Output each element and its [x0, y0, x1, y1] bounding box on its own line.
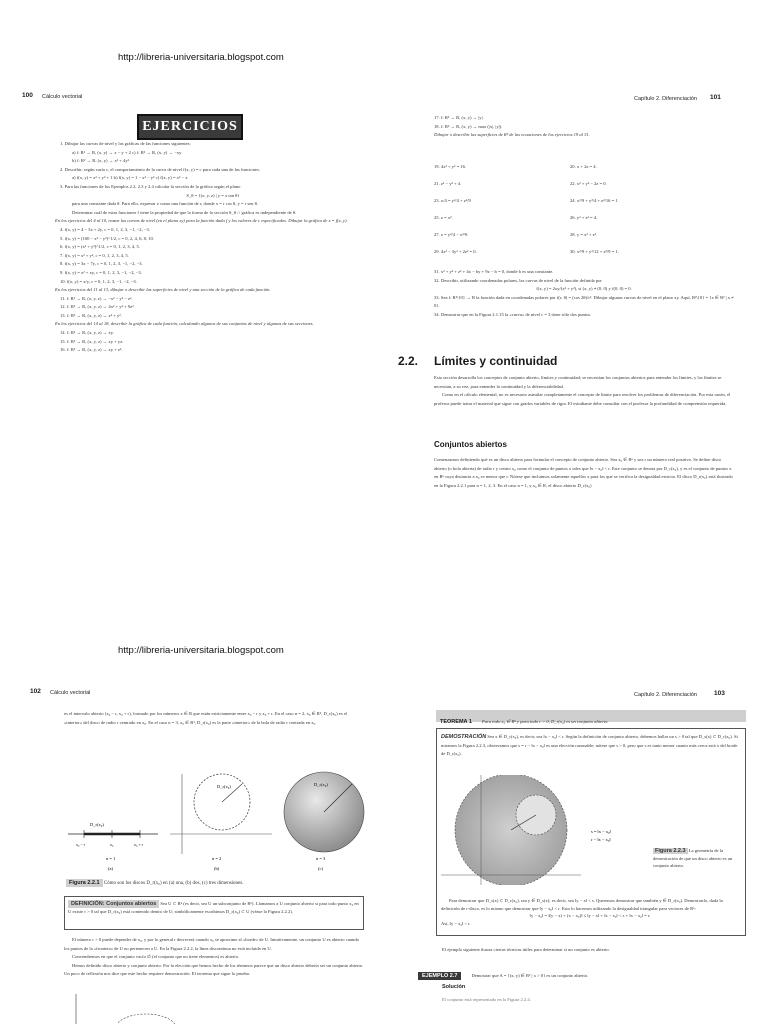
- running-header: Capítulo 2. Diferenciación: [634, 692, 697, 698]
- exercise-list-top: 17. f: R³ → R, (x, y) → |y|. 18. f: R² → R, (x, y) → max (|x|, |y|). Dibujar o describir las superficies de R³ de las ecuaciones de los ejercicios 19 al 31.: [434, 115, 590, 138]
- subsection-title: Conjuntos abiertos: [434, 440, 507, 449]
- svg-text:x₀ − r: x₀ − r: [76, 842, 85, 847]
- page-number: 100: [22, 92, 33, 99]
- intro-text: es el intervalo abierto (x₀ − r, x₀ + r), formado por los números x ∈ R que están estrictamente entre x₀ − r y x₀ + r. En el caso n = 2, x₀ ∈ R², D_r(x₀) es el «interior» del disco de radio r centrado en x₀. En el caso n = 3, x₀ ∈ R³, D_r(x₀) es la parte «interior» de la bola de radio r centrada en x₀.: [64, 711, 348, 725]
- body-text: El número r > 0 puede depender de x₀, y por lo general r decrecerá cuando x₀ se aproxime al «borde» de U. Intuitivamente, un conjunto U es abierto cuando los puntos de la «frontera» de U no pertenecen a U. En la Figura 2.2.2, la línea discontinua no está incluida en U. Convendremos en que el conjunto vacío ∅ (el conjunto que no tiene elementos) es abierto. Hemos definido disco abierto y conjunto abierto. Por la elección que hemos hecho de los términos parece que un disco abierto debería ser un conjunto abierto. Un poco de reflexión nos dice que este hecho requiere demostración. El teorema que sigue lo prueba.: [64, 937, 364, 977]
- figure-caption: Figura 2.2.1 Cómo son los discos D_r(x₀) en (a) una, (b) dos, (c) tres dimensiones.: [66, 880, 366, 886]
- section-number: 2.2.: [398, 354, 419, 368]
- label-ball-3d: D_r(x₀): [314, 782, 328, 787]
- section-text: Esta sección desarrolla los conceptos de conjunto abierto, límites y continuidad; se necesitan los conjuntos abiertos para entender los límites, y los límites se necesitan, a su vez, para entender la continuidad y la diferenciabilidad. Como en el cálculo elemental, no es necesario asimilar completamente el concepto de límite para resolver los problemas de diferenciación. Por esta razón, el profesor puede tratar el material que sigue con grados variables de rigor. El estudiante debe consultar con el profesor la profundidad de comprensión requerida.: [434, 375, 731, 406]
- exercises-banner: EJERCICIOS: [137, 114, 243, 140]
- url-mid[interactable]: http://libreria-universitaria.blogspot.com: [118, 645, 284, 656]
- svg-text:s = ‖x − x₀‖: s = ‖x − x₀‖: [591, 829, 611, 834]
- example-label: EJEMPLO 2.7: [418, 972, 461, 980]
- figure-caption: Figura 2.2.3 La geometría de la demostración de que un disco abierto es un conjunto abierto.: [653, 848, 733, 868]
- svg-text:x₀: x₀: [110, 842, 114, 847]
- running-header: Cálculo vectorial: [50, 690, 91, 696]
- svg-text:(c): (c): [318, 866, 323, 871]
- page-number: 101: [710, 94, 721, 101]
- exercise-col-a: 19. 4x² + y² = 16. 21. z² − y² + 4. 23. x/4 = y²/4 + z²/9 25. z = x². 27. z = y²/4 − x²/9. 29. 4x² − 3y² + 2z² = 0.: [434, 164, 477, 254]
- page-100: [0, 88, 384, 518]
- solution-text: El conjunto está representado en la Figura 2.2.4.: [442, 997, 531, 1002]
- svg-text:(a): (a): [108, 866, 113, 871]
- subsection-text: Comenzamos definiendo qué es un disco abierto para formular el concepto de conjunto abierto. Sea x₀ ∈ Rⁿ y sea r un número real positivo. Se define disco abierto (o bola abierta) de radio r y centro x₀ como el conjunto de puntos x tales que ‖x − x₀‖ < r. Este conjunto se denota por D_r(x₀), y es el conjunto de puntos x en Rⁿ cuya distancia a x₀ es menor que r. Nótese que incluimos solamente aquellos x para los que se verifica la desigualdad estricta. El disco D_r(x₀) está ilustrado en la Figura 2.2.1 para n = 1, 2, 3. En el caso n = 1, y x₀ ∈ R, el disco abierto D_r(x₀): [434, 457, 733, 488]
- svg-text:n = 3: n = 3: [316, 856, 326, 861]
- proof-body: Para demostrar que D_s(x) ⊂ D_r(x₀), sea y ∈ D_s(x); es decir, sea ‖y − x‖ < s. Queremos demostrar que también y ∈ D_r(x₀). Demostrarlo, dada la definición de r-disco, es lo mismo que demostrar que ‖y − x₀‖ < r. Esto lo hacemos utilizando la desigualdad triangular para vectores de Rⁿ: ‖y − x₀‖ = ‖(y − x) + (x − x₀)‖ ≤ ‖y − x‖ + ‖x − x₀‖ < s + ‖x − x₀‖ = r. Así, ‖y − x₀‖ < r.: [441, 898, 723, 926]
- svg-text:x₀ + r: x₀ + r: [134, 842, 143, 847]
- example-text: Demostrar que A = {(x, y) ∈ R² | x > 0} es un conjunto abierto.: [471, 973, 589, 978]
- exercise-col-b: 20. x + 2z = 4. 22. x² + y² − 2z = 0. 24. x²/9 + y²/4 + z²/16 = 1 26. y² + z² = 4. 28. y = x² + z². 30. x²/9 + y²/12 + z²/9 = 1.: [570, 164, 619, 254]
- svg-text:(b): (b): [214, 866, 220, 871]
- page-101: [384, 88, 768, 518]
- figure-next-partial: [66, 994, 186, 1024]
- page-number: 102: [30, 688, 41, 695]
- exercise-list: 1. Dibujar las curvas de nivel y las gráficas de las funciones siguientes: a) f: R² → R, (x, y) → x − y + 2 c) f: R² → R, (x, y) → −xy b) f: R² → R, (x, y) → x² + 4y² 2. Describir, según varía c, el comportamiento de la curva de nivel f(x, y) = c para cada una de las funciones: a) f(x, y) = x² + y² + 1 b) f(x, y) = 1 − x² − y² c) f(x, y) = x³ − x 3. Para las funciones de los Ejemplos 2.2, 2.3 y 2.4 calcular la sección de la gráfica según el plano S_θ = {(x, y, z) | y = x tan θ} para una constante dada θ. Para ello, expresar z como una función de r, donde x = r cos θ, y = r sen θ. Determinar cuál de estas funciones f tiene la propiedad de que la forma de la sección S_θ ∩ gráfica es independiente de θ. En los ejercicios del 4 al 10, trazar las curvas de nivel (en el plano xy) para la función dada f y los valores de c especificados. Dibujar la gráfica de z = f(x, y). 4. f(x, y) = 4 − 3x + 2y, c = 0, 1, 2, 3, −1, −2, −3. 5. f(x, y) = (100 − x² − y²)^1/2, c = 0, 2, 4, 6, 8, 10. 6. f(x, y) = (x² + y²)^1/2, c = 0, 1, 2, 3, 4, 5. 7. f(x, y) = x² + y², c = 0, 1, 2, 3, 4, 5. 8. f(x, y) = 3x − 7y, c = 0, 1, 2, 3, −1, −2, −3. 9. f(x, y) = x² + xy, c = 0, 1, 2, 3, −1, −2, −3. 10. f(x, y) = x/y, c = 0, 1, 2, 3, −1, −2, −3. En los ejercicios del 11 al 13, dibujar o describir las superficies de nivel y una sección de la gráfica de cada función. 11. f: R³ → R, (x, y, z) → −x² − y² − z². 12. f: R³ → R, (x, y, z) → 4x² + y² + 9z². 13. f: R³ → R, (x, y, z) → x² + y². En los ejercicios del 14 al 18, describir la gráfica de cada función, calculando algunos de sus conjuntos de nivel y algunas de sus secciones. 14. f: R³ → R, (x, y, z) → xy. 15. f: R³ → R, (x, y, z) → xy + yz. 16. f: R³ → R, (x, y, z) → xy + z².: [55, 141, 348, 353]
- url-top[interactable]: http://libreria-universitaria.blogspot.com: [118, 52, 284, 63]
- proof-box: DEMOSTRACIÓN Sea x ∈ D_r(x₀), es decir, sea ‖x − x₀‖ < r. Según la definición de conjunto abierto, debemos hallar un s > 0 tal que D_s(x) ⊂ D_r(x₀). Si miramos la Figura 2.2.3, observamos que s = r − ‖x − x₀‖ es una elección razonable; nótese que s > 0, pero que s es tanto menor cuanto más cerca está x del borde de D_r(x₀). s = ‖x − x₀‖ r − ‖x − x₀‖ Figura 2.2.3 La geometría de la demostración de que un disco abierto es un conjunto abierto. Para demostrar que D_s(x) ⊂ D_r(x₀), sea y ∈ D_s(x); es decir, sea ‖y − x‖ < s. Queremos demostrar que también y ∈ D_r(x₀). Demostrarlo, dada la definición de r-disco, es lo mismo que demostrar que ‖y − x₀‖ < r. Esto lo hacemos utilizando la desigualdad triangular para vectores de Rⁿ: ‖y − x₀‖ = ‖(y − x) + (x − x₀)‖ ≤ ‖y − x‖ + ‖x − x₀‖ < s + ‖x − x₀‖ = r. Así, ‖y − x₀‖ < r.: [436, 728, 746, 936]
- label-disc-1d: D_r(x₀): [90, 822, 104, 827]
- solution-label: Solución: [442, 984, 466, 990]
- definition-box: DEFINICIÓN: Conjuntos abiertos Sea U ⊂ Rⁿ (es decir, sea U un subconjunto de Rⁿ). Llamamos a U conjunto abierto si para todo punto x₀ en U existe r > 0 tal que D_r(x₀) está contenido dentro de U; simbólicamente escribimos D_r(x₀) ⊂ U (véase la Figura 2.2.2).: [64, 896, 364, 930]
- page-102: [0, 684, 384, 1024]
- svg-text:r − ‖x − x₀‖: r − ‖x − x₀‖: [591, 837, 611, 842]
- page-number: 103: [714, 690, 725, 697]
- running-header: Cálculo vectorial: [42, 94, 83, 100]
- section-title: Límites y continuidad: [434, 354, 558, 368]
- exercise-list-bottom: 31. x² + y² + z² + 4x − by + 9z − b = 0, donde b es una constante. 32. Describir, utilizando coordenadas polares, las curvas de nivel de la función definida por f(x, y) = 2xy/(x² + y²), si (x, y) ≠ (0, 0) y f(0, 0) = 0. 33. Sea f: R²\{0} → R la función dada en coordenadas polares por f(r, θ) = (cos 2θ)/r². Dibujar algunas curvas de nivel en el plano xy. Aquí, R²\{0} = {x ∈ R² | x ≠ 0}. 34. Demostrar que en la Figura 2.1.15 la «curva» de nivel c = 3 tiene sólo dos puntos.: [434, 269, 734, 317]
- running-header: Capítulo 2. Diferenciación: [634, 96, 697, 102]
- figure-open-discs: [62, 754, 372, 876]
- theorem-bar: TEOREMA 1 Para todo x₀ ∈ Rⁿ y para todo r > 0, D_r(x₀) es un conjunto abierto.: [436, 710, 746, 722]
- example-intro: El ejemplo siguiente ilustra ciertas técnicas útiles para determinar si un conjunto es abierto.: [442, 947, 610, 952]
- svg-text:n = 2: n = 2: [212, 856, 222, 861]
- svg-text:n = 1: n = 1: [106, 856, 116, 861]
- page-103: [384, 684, 768, 1024]
- example-row: [418, 964, 748, 979]
- label-disc-2d: D_r(x₀): [217, 784, 231, 789]
